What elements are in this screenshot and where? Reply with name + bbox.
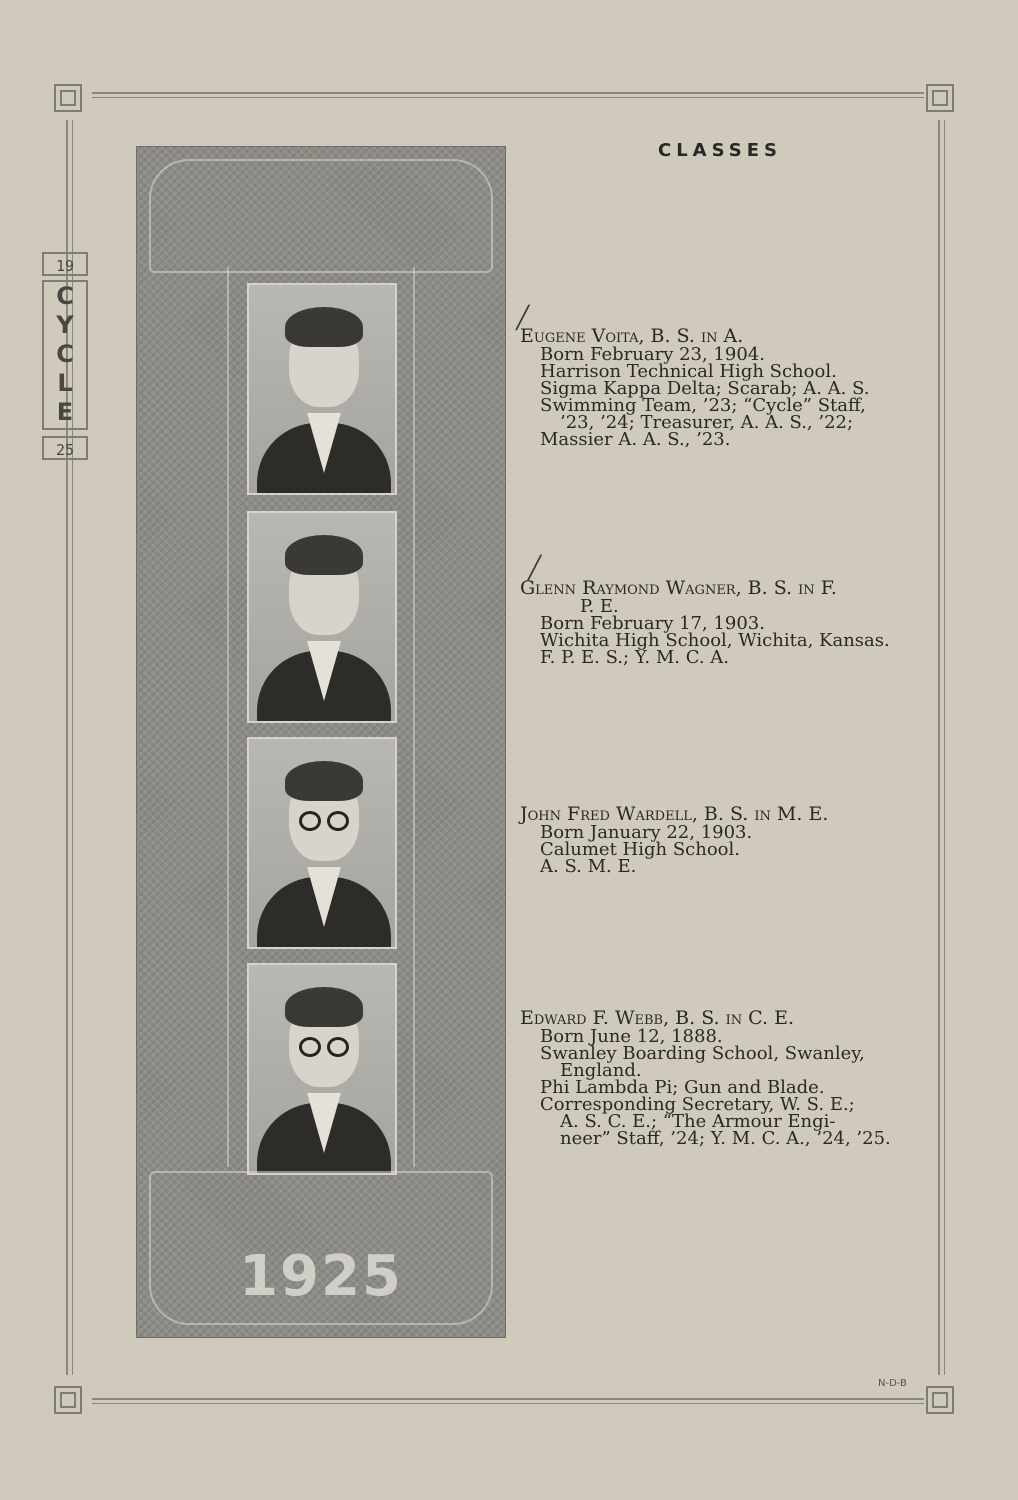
frame-corner-ornament-top-right (916, 74, 964, 122)
entry-line: Corresponding Secretary, W. S. E.; (540, 1094, 855, 1115)
entry-line: ’23, ’24; Treasurer, A. A. S., ’22; (560, 412, 854, 433)
student-name: Eugene Voita, B. S. in A. (520, 325, 744, 347)
printer-mark: N-D-B (878, 1378, 907, 1389)
frame-right-rule-inner (944, 120, 945, 1375)
badge-cycle-letters (42, 280, 88, 430)
student-entry (520, 325, 900, 450)
entry-line: A. S. M. E. (540, 856, 637, 877)
frame-corner-ornament-top-left (44, 74, 92, 122)
entry-line: Wichita High School, Wichita, Kansas. (540, 630, 890, 651)
entry-line: Phi Lambda Pi; Gun and Blade. (540, 1077, 825, 1098)
glasses-icon (295, 811, 353, 831)
entry-line: Sigma Kappa Delta; Scarab; A. A. S. (540, 378, 870, 399)
badge-year-top: 19 (42, 252, 88, 276)
entry-line: Calumet High School. (540, 839, 740, 860)
student-name: Glenn Raymond Wagner, B. S. in F. (520, 577, 837, 599)
frame-top-rule-inner (92, 97, 924, 98)
entry-line: A. S. C. E.; “The Armour Engi- (560, 1111, 836, 1132)
entry-line: Born February 23, 1904. (540, 344, 765, 365)
panel-ornament-top (149, 159, 493, 273)
frame-top-rule (92, 92, 924, 94)
badge-letter: L (57, 369, 73, 397)
entry-line: Born January 22, 1903. (540, 822, 753, 843)
frame-corner-ornament-bottom-right (916, 1376, 964, 1424)
page-title: CLASSES (658, 140, 782, 161)
panel-rule-right (413, 267, 415, 1167)
badge-letter: Y (56, 311, 74, 339)
entry-line: Swanley Boarding School, Swanley, (540, 1043, 865, 1064)
check-mark-icon: ╱ (516, 306, 530, 331)
entry-line: Massier A. A. S., ’23. (540, 429, 731, 450)
frame-bottom-rule-inner (92, 1403, 924, 1404)
cycle-side-badge (38, 246, 92, 466)
portrait-glenn-wagner (247, 511, 397, 723)
student-name: John Fred Wardell, B. S. in M. E. (520, 803, 829, 825)
check-mark-icon: ╱ (528, 556, 542, 581)
badge-year-bottom: 25 (42, 436, 88, 460)
portrait-john-wardell (247, 737, 397, 949)
badge-letter: E (56, 398, 74, 426)
frame-bottom-rule (92, 1398, 924, 1400)
entry-line: neer” Staff, ’24; Y. M. C. A., ’24, ’25. (560, 1128, 891, 1149)
student-name-continued: P. E. (580, 596, 619, 617)
portrait-edward-webb (247, 963, 397, 1175)
entry-line: England. (560, 1060, 642, 1081)
portrait-eugene-voita (247, 283, 397, 495)
portrait-panel (136, 146, 506, 1338)
student-entry (520, 577, 900, 668)
glasses-icon (295, 1037, 353, 1057)
panel-year: 1925 (239, 1244, 403, 1309)
frame-corner-ornament-bottom-left (44, 1376, 92, 1424)
entry-line: Harrison Technical High School. (540, 361, 837, 382)
student-entry (520, 803, 900, 877)
frame-right-rule (938, 120, 940, 1375)
entry-line: Swimming Team, ’23; “Cycle” Staff, (540, 395, 866, 416)
entry-line: Born June 12, 1888. (540, 1026, 723, 1047)
student-name: Edward F. Webb, B. S. in C. E. (520, 1007, 795, 1029)
badge-letter: C (56, 340, 74, 368)
entry-line: F. P. E. S.; Y. M. C. A. (540, 647, 729, 668)
entry-line: Born February 17, 1903. (540, 613, 765, 634)
badge-letter: C (56, 282, 74, 310)
panel-rule-left (227, 267, 229, 1167)
student-entry (520, 1007, 900, 1149)
